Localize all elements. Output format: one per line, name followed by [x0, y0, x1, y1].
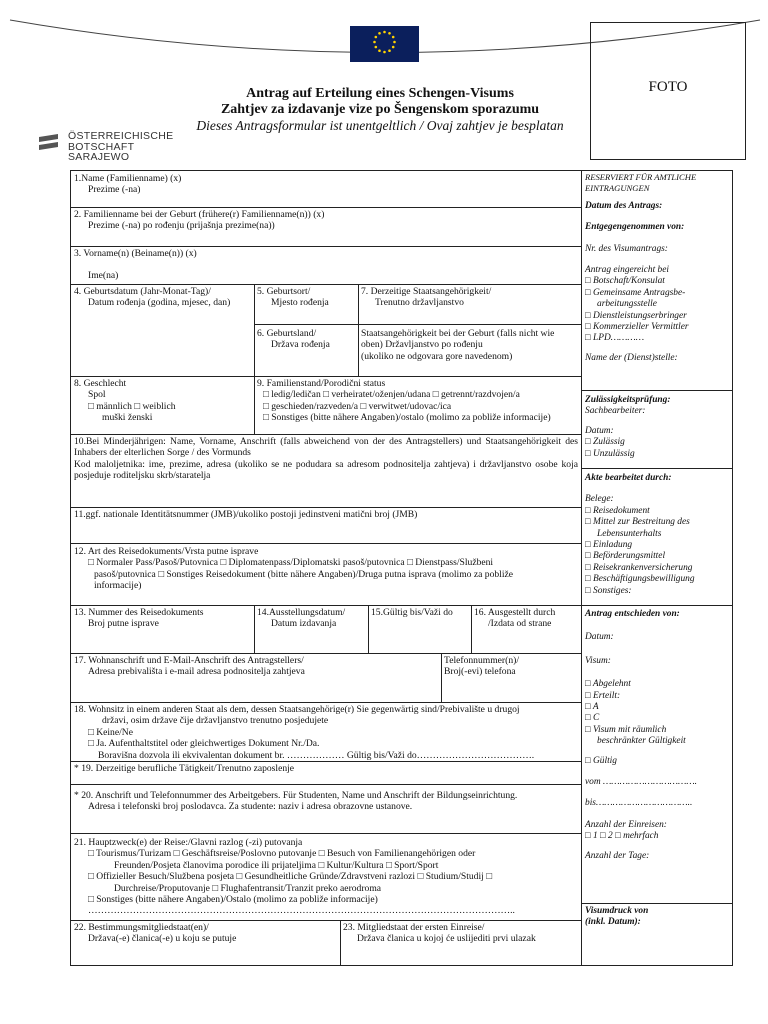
field-17-telephone[interactable]: Telefonnummer(n)/ Broj(-evi) telefona [444, 655, 519, 678]
field-12-travel-document-type[interactable]: 12. Art des Reisedokuments/Vrsta putne isprave □ Normaler Pass/Pasoš/Putovnica □ Diplomatenpass/Diplomatski pasoš/putovnica □ Dienstpass/Službeni pasoš/putovnica □ Sonstiges Reisedokument (bitte nähere Angaben)/Druga putna isprava (molimo za pobliže informacije) [74, 546, 514, 592]
field-21-travel-purpose[interactable]: 21. Hauptzweck(e) der Reise:/Glavni razlog (-zi) putovanja □ Tourismus/Turizam □ Geschäftsreise/Poslovno putovanje □ Besuch von Familienangehörigen oder Freunden/Posjeta članovima porodice ili prijateljima □ Kultur/Kultura □ Sport/Sport □ Offizieller Besuch/Službena posjeta □ Gesundheitliche Gründe/Zdravstveni razlozi □ Studium/Studij □ Durchreise/Proputovanje □ Flughafentransit/Tranzit preko aerodroma □ Sonstiges (bitte nähere Angaben)/Ostalo (molimo za pobliže informacije) …………………………………………………………………………………………………………………….. [74, 837, 515, 917]
field-20-employer[interactable]: * 20. Anschrift und Telefonnummer des Arbeitgebers. Für Studenten, Name und Anschrift der Bildungseinrichtung. Adresa i telefonski broj poslodavca. Za studente: naziv i adresa obrazovne ustanove. [74, 790, 518, 813]
field-10-guardian[interactable]: 10.Bei Minderjährigen: Name, Vorname, Anschrift (falls abweichend von der des Antragstellers) und Staatsangehörigkeit des Inhabers der elterlichen Sorge / des Vormunds Kod maloljetnika: ime, prezime, adresa (ukoliko se ne podudara sa adresom podnositelja zahtjeva) i državljanstvo osobe koja posjeduje roditeljsku skrb/staratelja [74, 436, 578, 482]
field-23-first-entry-state[interactable]: 23. Mitgliedstaat der ersten Einreise/ Država članica u kojoj će uslijediti prvi ulazak [343, 922, 536, 945]
field-14-issue-date[interactable]: 14.Ausstellungsdatum/ Datum izdavanja [257, 607, 346, 630]
field-9-marital-status[interactable]: 9. Familienstand/Porodični status □ ledig/ledičan □ verheiratet/oženjen/udana □ getrennt/razdvojen/a □ geschieden/razveden/a □ verwitwet/udovac/ica □ Sonstiges (bitte nähere Angaben)/ostalo (molimo za pobliže informacije) [257, 378, 551, 424]
sidebar-official-use: RESERVIERT FÜR AMTLICHE EINTRAGUNGEN Datum des Antrags: Entgegengenommen von: Nr. des Visumantrags: Antrag eingereicht bei □ Botschaft/Konsulat □ Gemeinsame Antragsbe- arbeitungsstelle □ Dienstleistungserbringer □ Kommerzieller Vermittler □ LPD………… Name der (Dienst)stelle: [585, 172, 697, 363]
field-15-valid-until[interactable]: 15.Gültig bis/Važi do [371, 607, 453, 618]
form-table [70, 170, 733, 966]
eu-flag-icon [350, 26, 419, 62]
field-13-document-number[interactable]: 13. Nummer des Reisedokuments Broj putne isprave [74, 607, 204, 630]
photo-box [590, 22, 746, 160]
field-1-surname[interactable]: 1.Name (Familienname) (x) Prezime (-na) [74, 173, 182, 196]
field-3-first-name[interactable]: 3. Vorname(n) (Beiname(n)) (x) Ime(na) [74, 248, 197, 282]
embassy-logo [38, 131, 188, 165]
field-8-sex[interactable]: 8. Geschlecht Spol □ männlich □ weiblich muški ženski [74, 378, 176, 424]
title-bosnian: Zahtjev za izdavanje vize po Šengenskom sporazumu [220, 102, 540, 117]
embassy-name: ÖSTERREICHISCHE BOTSCHAFT SARAJEWO [68, 130, 174, 163]
free-of-charge-note: Dieses Antragsformular ist unentgeltlich / Ovaj zahtjev je besplatan [196, 118, 564, 133]
sidebar-decision: Antrag entschieden von: Datum: Visum: □ Abgelehnt □ Erteilt: □ A □ C □ Visum mit räumlich beschränkter Gültigkeit □ Gültig vom ……………………………. bis…………………………….. Anzahl der Einreisen: □ 1 □ 2 □ mehrfach Anzahl der Tage: [585, 609, 698, 861]
field-2-surname-at-birth[interactable]: 2. Familienname bei der Geburt (frühere(r) Familienname(n)) (x) Prezime (-na) po rođenju (prijašnja prezime(na)) [74, 209, 325, 232]
field-6-country-of-birth[interactable]: 6. Geburtsland/ Država rođenja [257, 328, 330, 351]
field-5-place-of-birth[interactable]: 5. Geburtsort/ Mjesto rođenja [257, 286, 329, 309]
photo-label: FOTO [648, 79, 688, 95]
sidebar-visa-print: Visumdruck von (inkl. Datum): [585, 906, 649, 928]
sidebar-admissibility: Zulässigkeitsprüfung: Sachbearbeiter: Datum: □ Zulässig □ Unzulässig [585, 395, 671, 459]
form-title [170, 86, 590, 134]
field-18-residence-other-country[interactable]: 18. Wohnsitz in einem anderen Staat als dem, dessen Staatsangehörige(r) Sie gegenwärtig sind/Prebivalište u drugoj državi, osim države čije državljanstvo trenutno posjedujete □ Keine/Ne □ Ja. Aufenthaltstitel oder gleichwertiges Dokument Nr./Da. Boravišna dozvola ili ekvivalentan dokument br. ……………… Gültig bis/Važi do………………………………. [74, 704, 535, 761]
field-17-home-address[interactable]: 17. Wohnanschrift und E-Mail-Anschrift des Antragstellers/ Adresa prebivališta i e-mail adresa podnositelja zahtjeva [74, 655, 305, 678]
field-7-nationality-at-birth[interactable]: Staatsangehörigkeit bei der Geburt (falls nicht wie oben) Državljanstvo po rođenju (ukoliko ne odgovara gore navedenom) [361, 328, 555, 362]
field-11-national-id[interactable]: 11.ggf. nationale Identitätsnummer (JMB)/ukoliko postoji jedinstveni matični broj (JMB) [74, 509, 418, 520]
austria-emblem-icon [38, 133, 62, 153]
title-german: Antrag auf Erteilung eines Schengen-Visums [246, 86, 514, 101]
field-4-date-of-birth[interactable]: 4. Geburtsdatum (Jahr-Monat-Tag)/ Datum rođenja (godina, mjesec, dan) [74, 286, 231, 309]
sidebar-file-processed: Akte bearbeitet durch: Belege: □ Reisedokument □ Mittel zur Bestreitung des Lebensunterhalts □ Einladung □ Beförderungsmittel □ Reisekrankenversicherung □ Beschäftigungsbewilligung □ Sonstiges: [585, 473, 695, 596]
field-19-occupation[interactable]: * 19. Derzeitige berufliche Tätigkeit/Trenutno zaposlenje [74, 763, 295, 774]
field-7-nationality[interactable]: 7. Derzeitige Staatsangehörigkeit/ Trenutno državljanstvo [361, 286, 492, 309]
field-22-destination-member-states[interactable]: 22. Bestimmungsmitgliedstaat(en)/ Država(-e) članica(-e) u koju se putuje [74, 922, 237, 945]
sidebar-divider [581, 171, 582, 966]
field-16-issued-by[interactable]: 16. Ausgestellt durch /Izdata od strane [474, 607, 556, 630]
